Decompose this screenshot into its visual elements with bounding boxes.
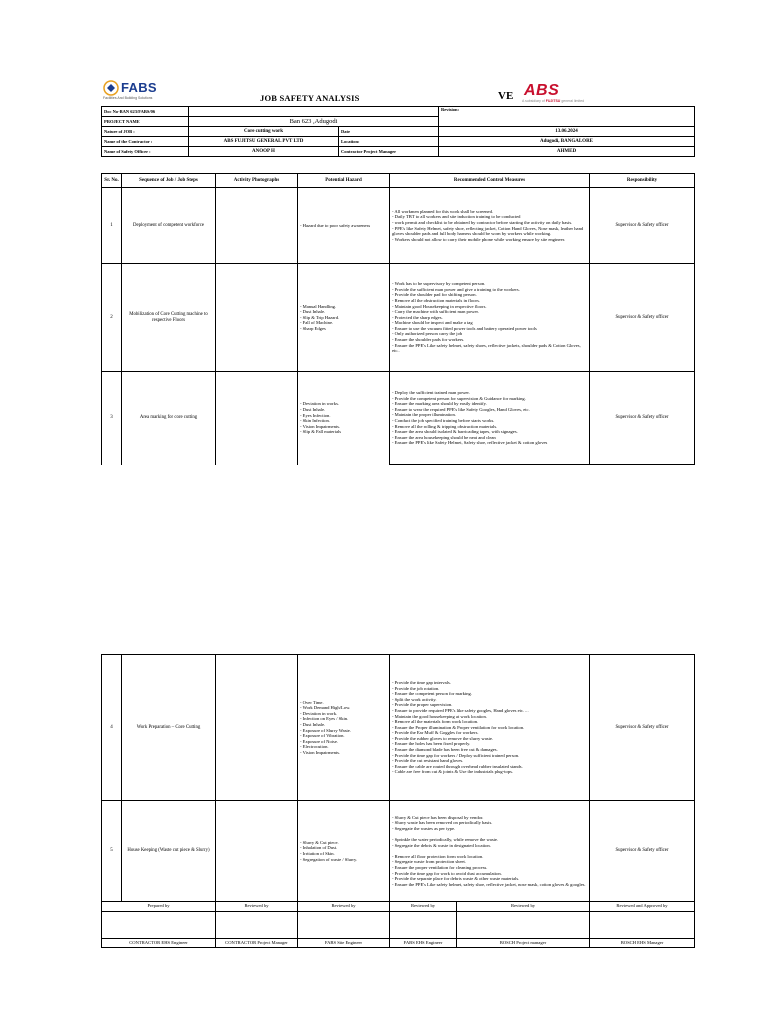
location-label: Location: bbox=[339, 137, 439, 147]
list-item: - Ensure to use the vacuum fitted power tools and battery operated power tools bbox=[392, 325, 537, 331]
list-item: - Ensure the shoulder pads for workers. bbox=[392, 337, 465, 343]
list-item: - Remove all the materials form work location. bbox=[392, 719, 479, 725]
activity-photo bbox=[216, 655, 298, 801]
hazard-table-part-1 bbox=[101, 173, 695, 465]
list-item: - Remove all the rolling & tripping obstruction materials. bbox=[392, 423, 498, 429]
list-item: - Dust Inhale. bbox=[300, 721, 326, 727]
nature-value: Core cutting work bbox=[189, 127, 339, 137]
list-item: - Segregation of waste / Slurry. bbox=[300, 856, 358, 862]
list-item: - Over Time. bbox=[300, 699, 324, 705]
list-item: - Slurry waste has been removed on periodically basis. bbox=[392, 820, 493, 826]
list-item: - Machine should be inspect and make a tag bbox=[392, 320, 473, 326]
list-item: - Deploy the sufficient trained man power. bbox=[392, 390, 470, 396]
list-item: - Carry the machine with sufficient man power. bbox=[392, 309, 479, 315]
list-item: - Vision Impairments. bbox=[300, 749, 341, 755]
revision-label: Revision: bbox=[441, 107, 459, 112]
list-item: - Provide the proper supervision. bbox=[392, 702, 453, 708]
date-value: 13.06.2024 bbox=[439, 127, 695, 137]
fabs-logo-word: FABS bbox=[121, 80, 157, 95]
hazard-list bbox=[298, 188, 390, 264]
list-item: - Provide the time gap for workers / Deploy sufficient trained person. bbox=[392, 752, 520, 758]
abs-logo-word: ABS bbox=[524, 82, 560, 99]
job-step: Area marking for core cutting bbox=[122, 372, 216, 465]
signature-box bbox=[298, 911, 390, 938]
signoff-header: Reviewed and Approved by bbox=[590, 902, 695, 911]
hazard-table-part-2 bbox=[101, 654, 695, 902]
responsibility: Supervisor & Safety officer bbox=[590, 801, 695, 902]
table-row: 4 Work Preparation – Core Cutting - Over Time. - Work Demand High/Low. - Deviation in work. - Infection on Eyes / Skin. - Dust Inhale. - Exposure of Slurry Waste. - Exposure of Vibration. - Exposure of Noise. - Electrocution. - Vision Impairments. - Provide the time gap intervals. - Provide the job rotation. - Ensure the competent person for marking. - Split the work activity. - Provide the proper supervision. - Ensure to provide required PPE's like safety googles, Hand gloves etc…. - Maintain the good housekeeping at work location. - Remove all the materials form work location. - Ensure the Proper illumination & Proper ventilation for work location. - Provide the Ear Muff & Goggles for workers. - Provide the rubber gloves to remove the slurry waste. - Ensure the holes has been fixed properly. - Ensure the diamond blade has been free cut & damages. - Provide the time gap for workers / Deploy sufficient trained person. - Provide the cut resistant hand gloves. - Ensure the cable are routed through overhead rubber insulated stands. - Cable are free from cut & joints & Use the industrials plug-tops. Supervisor & Safety officer bbox=[102, 655, 695, 801]
safety-officer-label: Name of Safety Officer : bbox=[102, 147, 189, 157]
signoff-header: Reviewed by bbox=[390, 902, 457, 911]
list-item: - Remove all the obstruction materials in floors. bbox=[392, 297, 481, 303]
list-item: - Slurry & Cut piece has been disposal by vendor. bbox=[392, 814, 484, 820]
list-item: - Ensure the area should isolated & barricading tapes, with signages. bbox=[392, 429, 518, 435]
list-item: - Manual Handling. bbox=[300, 303, 337, 309]
col-photos: Activity Photographs bbox=[216, 174, 298, 188]
list-item: - Split the work activity. bbox=[392, 696, 437, 702]
list-item: - Exposure of Vibration. bbox=[300, 733, 345, 739]
list-item: - Hazard due to poor safety awareness bbox=[300, 222, 371, 228]
list-item: - Dust Inhale. bbox=[300, 309, 326, 315]
hazard-list bbox=[298, 264, 390, 372]
list-item: - Ensure to provide required PPE's like safety googles, Hand gloves etc…. bbox=[392, 707, 529, 713]
list-item: - Ensure the PPE's like Safety Helmet, Safety shoe, reflective jacket & cotton gloves bbox=[392, 440, 548, 446]
signoff-header: Prepared by bbox=[102, 902, 216, 911]
cpm-label: Contractor Project Manager bbox=[339, 147, 439, 157]
list-item: - Provide the cut resistant hand gloves. bbox=[392, 758, 464, 764]
job-step: Work Preparation – Core Cutting bbox=[122, 655, 216, 801]
measures-list bbox=[390, 264, 590, 372]
list-item: - Inhalation of Dust. bbox=[300, 845, 338, 851]
responsibility: Supervisor & Safety officer bbox=[590, 655, 695, 801]
list-item: - Infection on Eyes / Skin. bbox=[300, 716, 349, 722]
list-item: - Deviation in works. bbox=[300, 401, 340, 407]
list-item: - Protected the sharp edges. bbox=[392, 314, 443, 320]
signoff-header: Reviewed by bbox=[457, 902, 590, 911]
hazard-list bbox=[298, 655, 390, 801]
table-row: 5 House Keeping (Waste cut piece & Slurry) - Slurry & Cut piece. - Inhalation of Dust. - Irritation of Skin. - Segregation of waste / Slurry. - Slurry & Cut piece has been disposal by vendor. - Slurry waste has been removed on periodically basis. - Segregate the wastes as per type. - Sprinkle the water periodically, while remove the waste. - Segregate the debris & waste in designated location. - Remove all floor protection form work location. - Segregate waste from protection sheet. - Ensure the proper ventilation for cleaning process. - Provide the time gap for work to avoid dust accumulation. - Provide the separate place for debris waste & other waste materials. - Ensure the PPE's Like safety helmet, safety shoe, reflective jacket, nose mask, cotton gloves & googles. Supervisor & Safety officer bbox=[102, 801, 695, 902]
list-item: - Cable are free from cut & joints & Use the industrials plug-tops. bbox=[392, 769, 514, 775]
list-item: - Slip & Trip Hazard. bbox=[300, 314, 340, 320]
list-item: - Provide the shoulder pad for shifting person. bbox=[392, 292, 477, 298]
list-item: - Provide the Ear Muff & Goggles for workers. bbox=[392, 730, 479, 736]
list-item: - Provide the rubber gloves to remove the slurry waste. bbox=[392, 735, 494, 741]
list-item: - Segregate the wastes as per type. bbox=[392, 825, 456, 831]
signature-box bbox=[102, 911, 216, 938]
list-item: - Ensure the proper ventilation for cleaning process. bbox=[392, 864, 488, 870]
nature-label: Nature of JOB : bbox=[102, 127, 189, 137]
list-item: - Electrocution. bbox=[300, 744, 329, 750]
list-item: - Provide the time gap intervals. bbox=[392, 679, 451, 685]
activity-photo bbox=[216, 372, 298, 465]
col-measures: Recommended Control Measures bbox=[390, 174, 590, 188]
signoff-role: BOSCH EHS Manager bbox=[590, 938, 695, 947]
fabs-logo bbox=[103, 80, 161, 102]
fabs-tagline: Facilities And Building Solutions bbox=[103, 96, 153, 100]
signoff-role: BOSCH Project manager bbox=[457, 938, 590, 947]
date-label: Date bbox=[339, 127, 439, 137]
list-item: - Provide the job rotation. bbox=[392, 685, 440, 691]
list-item: - Workers should not allow to carry their mobile phone while working ensure by site engineer. bbox=[392, 236, 566, 242]
list-item: - Sharp Edges bbox=[300, 325, 326, 331]
list-item: - All workmen planned for this work shall be screened. bbox=[392, 208, 494, 214]
col-responsibility: Responsibility bbox=[590, 174, 695, 188]
table-row: 2 Mobilization of Core Cutting machine to respective Floors - Manual Handling. - Dust Inhale. - Slip & Trip Hazard. - Fall of Machine. - Sharp Edges - Work has to be supervisory by competent person. - Provide the sufficient man power and give a training to the workers. - Provide the shoulder pad for shifting person. - Remove all the obstruction materials in floors. - Maintain good Housekeeping in respective floors. - Carry the machine with sufficient man power. - Protected the sharp edges. - Machine should be inspect and make a tag - Ensure to use the vacuum fitted power tools and battery operated power tools - Only authorized person carry the job - Ensure the shoulder pads for workers. - Ensure the PPE's Like safety helmet, safety shoes, reflective jackets, shoulder pads & Cotton Gloves, etc.. Supervisor & Safety officer bbox=[102, 264, 695, 372]
table-row: 1 Deployment of competent workforce - Hazard due to poor safety awareness - All workmen planned for this work shall be screened. - Daily TBT to all workers and site induction training to be conducted - work permit and checklist to be obtained by contractor before starting the activity on daily basis. - PPE's like Safety Helmet, safety shoe, reflecting jacket, Cotton Hand Gloves, Nose mask, leather hand gloves shoulder pads and full body harness should be worn by workers while working. - Workers should not allow to carry their mobile phone while working ensure by site engineer. Supervisor & Safety officer bbox=[102, 188, 695, 264]
abs-logo bbox=[514, 82, 592, 104]
list-item: - Vision Impairments. bbox=[300, 423, 341, 429]
list-item: - Ensure the PPE's Like safety helmet, safety shoe, reflective jacket, nose mask, cotton gloves & googles. bbox=[392, 881, 586, 887]
safety-officer-value: ANOOP H bbox=[189, 147, 339, 157]
location-value: Adugodi, BANGALORE bbox=[439, 137, 695, 147]
job-step: House Keeping (Waste cut piece & Slurry) bbox=[122, 801, 216, 902]
measures-list bbox=[390, 372, 590, 465]
list-item: - Exposure of Noise. bbox=[300, 738, 339, 744]
document-title: JOB SAFETY ANALYSIS bbox=[260, 93, 360, 103]
list-item: - Segregate waste from protection sheet. bbox=[392, 859, 466, 865]
signoff-role: CONTRACTOR Project Manager bbox=[216, 938, 298, 947]
signoff-table bbox=[101, 902, 695, 948]
job-step: Deployment of competent workforce bbox=[122, 188, 216, 264]
activity-photo bbox=[216, 264, 298, 372]
list-item: - Provide the competent person for supervision & Guidance for marking. bbox=[392, 395, 526, 401]
measures-list bbox=[390, 655, 590, 801]
list-item: - Work has to be supervisory by competent person. bbox=[392, 281, 486, 287]
list-item: - Provide the separate place for debris waste & other waste materials. bbox=[392, 876, 520, 882]
list-item: - Irritation of Skin. bbox=[300, 851, 335, 856]
signoff-role: FABS EHS Engineer bbox=[390, 938, 457, 947]
signoff-role: CONTRACTOR EHS Engineer bbox=[102, 938, 216, 947]
ve-text: VE bbox=[498, 90, 514, 102]
responsibility: Supervisor & Safety officer bbox=[590, 264, 695, 372]
measures-list bbox=[390, 801, 590, 902]
list-item: - Ensure the Proper illumination & Proper ventilation for work location. bbox=[392, 724, 525, 730]
project-name-label: PROJECT NAME bbox=[102, 117, 189, 127]
list-item: - Ensure to wear the required PPE's like Safety Googles, Hand Gloves, etc. bbox=[392, 406, 530, 412]
project-info-table bbox=[101, 106, 695, 157]
list-item: - Dust Inhale. bbox=[300, 407, 326, 413]
signoff-header: Reviewed by bbox=[216, 902, 298, 911]
list-item: - Ensure the diamond blade has been free cut & damages. bbox=[392, 747, 498, 753]
list-item: - Provide the time gap for work to avoid dust accumulation. bbox=[392, 870, 502, 876]
list-item: - Remove all floor protection form work location. bbox=[392, 853, 484, 859]
list-item: - Fall of Machine. bbox=[300, 320, 334, 326]
responsibility: Supervisor & Safety officer bbox=[590, 188, 695, 264]
list-item: - Ensure the competent person for marking. bbox=[392, 691, 472, 697]
list-item: - Ensure the marking area should by easily identify. bbox=[392, 401, 487, 407]
list-item: - Deviation in work. bbox=[300, 710, 338, 716]
signature-box bbox=[390, 911, 457, 938]
list-item: - Eyes Infection. bbox=[300, 412, 331, 418]
list-item: - Maintain good Housekeeping in respective floors. bbox=[392, 303, 487, 309]
list-item: - Slurry & Cut piece. bbox=[300, 839, 339, 845]
col-hazard: Potential Hazard bbox=[298, 174, 390, 188]
project-name-value: Ban 623 ,Adugodi bbox=[189, 117, 439, 127]
job-step: Mobilization of Core Cutting machine to respective Floors bbox=[122, 264, 216, 372]
cpm-value: AHMED bbox=[439, 147, 695, 157]
list-item: - Segregate the debris & waste in designated location. bbox=[392, 842, 491, 848]
measures-list bbox=[390, 188, 590, 264]
list-item: - Slip & Fall materials bbox=[300, 429, 342, 435]
list-item: - Provide the sufficient man power and give a training to the workers. bbox=[392, 286, 520, 292]
list-item: - Ensure the holes has been fixed properly. bbox=[392, 741, 471, 747]
contractor-value: ABS FUJITSU GENERAL PVT LTD bbox=[189, 137, 339, 147]
abs-tagline: A subsidiary of FUJITSU general limited bbox=[522, 99, 585, 103]
activity-photo bbox=[216, 801, 298, 902]
list-item: - Only authorized person carry the job bbox=[392, 331, 463, 337]
list-item: - Ensure the area housekeeping should be neat and clean bbox=[392, 434, 496, 440]
list-item: - Skin Infection. bbox=[300, 418, 330, 424]
list-item: - Sprinkle the water periodically, while remove the waste. bbox=[392, 837, 499, 843]
list-item: - work permit and checklist to be obtained by contractor before starting the activity on daily basis. bbox=[392, 219, 573, 225]
list-item: - Work Demand High/Low. bbox=[300, 705, 351, 711]
fabs-logo-mark-icon bbox=[103, 80, 119, 96]
signature-box bbox=[216, 911, 298, 938]
list-item: - Ensure the PPE's Like safety helmet, safety shoes, reflective jackets, shoulder pads & Cotton Gloves, etc.. bbox=[392, 342, 581, 354]
contractor-label: Name of the Contractor : bbox=[102, 137, 189, 147]
signoff-role: FABS Site Engineer bbox=[298, 938, 390, 947]
hazard-list bbox=[298, 372, 390, 465]
list-item: - Maintain the good housekeeping at work location. bbox=[392, 713, 487, 719]
signature-box bbox=[457, 911, 590, 938]
list-item: - Exposure of Slurry Waste. bbox=[300, 727, 351, 733]
list-item: - Conduct the job specified training before starts works. bbox=[392, 418, 495, 423]
list-item: - PPE's like Safety Helmet, safety shoe, reflecting jacket, Cotton Hand Gloves, Nose mask, leather hand gloves shoulder pads and full body harness should be worn by workers while working. bbox=[392, 225, 584, 237]
list-item: - Daily TBT to all workers and site induction training to be conducted bbox=[392, 214, 521, 220]
list-item: - Ensure the cable are routed through overhead rubber insulated stands. bbox=[392, 763, 523, 769]
col-sr: Sr. No. bbox=[102, 174, 122, 188]
list-item: - Maintain the proper illumination. bbox=[392, 412, 456, 418]
hazard-list bbox=[298, 801, 390, 902]
doc-no: Doc No-BAN 623/FABS/06 bbox=[102, 107, 189, 117]
responsibility: Supervisor & Safety officer bbox=[590, 372, 695, 465]
signoff-header: Reviewed by bbox=[298, 902, 390, 911]
col-sequence: Sequence of Job / Job Steps bbox=[122, 174, 216, 188]
signature-box bbox=[590, 911, 695, 938]
table-row: 3 Area marking for core cutting - Deviation in works. - Dust Inhale. - Eyes Infection. - Skin Infection. - Vision Impairments. - Slip & Fall materials - Deploy the sufficient trained man power. - Provide the competent person for supervision & Guidance for marking. - Ensure the marking area should by easily identify. - Ensure to wear the required PPE's like Safety Googles, Hand Gloves, etc. - Maintain the proper illumination. - Conduct the job specified training before starts works. - Remove all the rolling & tripping obstruction materials. - Ensure the area should isolated & barricading tapes, with signages. - Ensure the area housekeeping should be neat and clean - Ensure the PPE's like Safety Helmet, Safety shoe, reflective jacket & cotton gloves Supervisor & Safety officer bbox=[102, 372, 695, 465]
activity-photo bbox=[216, 188, 298, 264]
